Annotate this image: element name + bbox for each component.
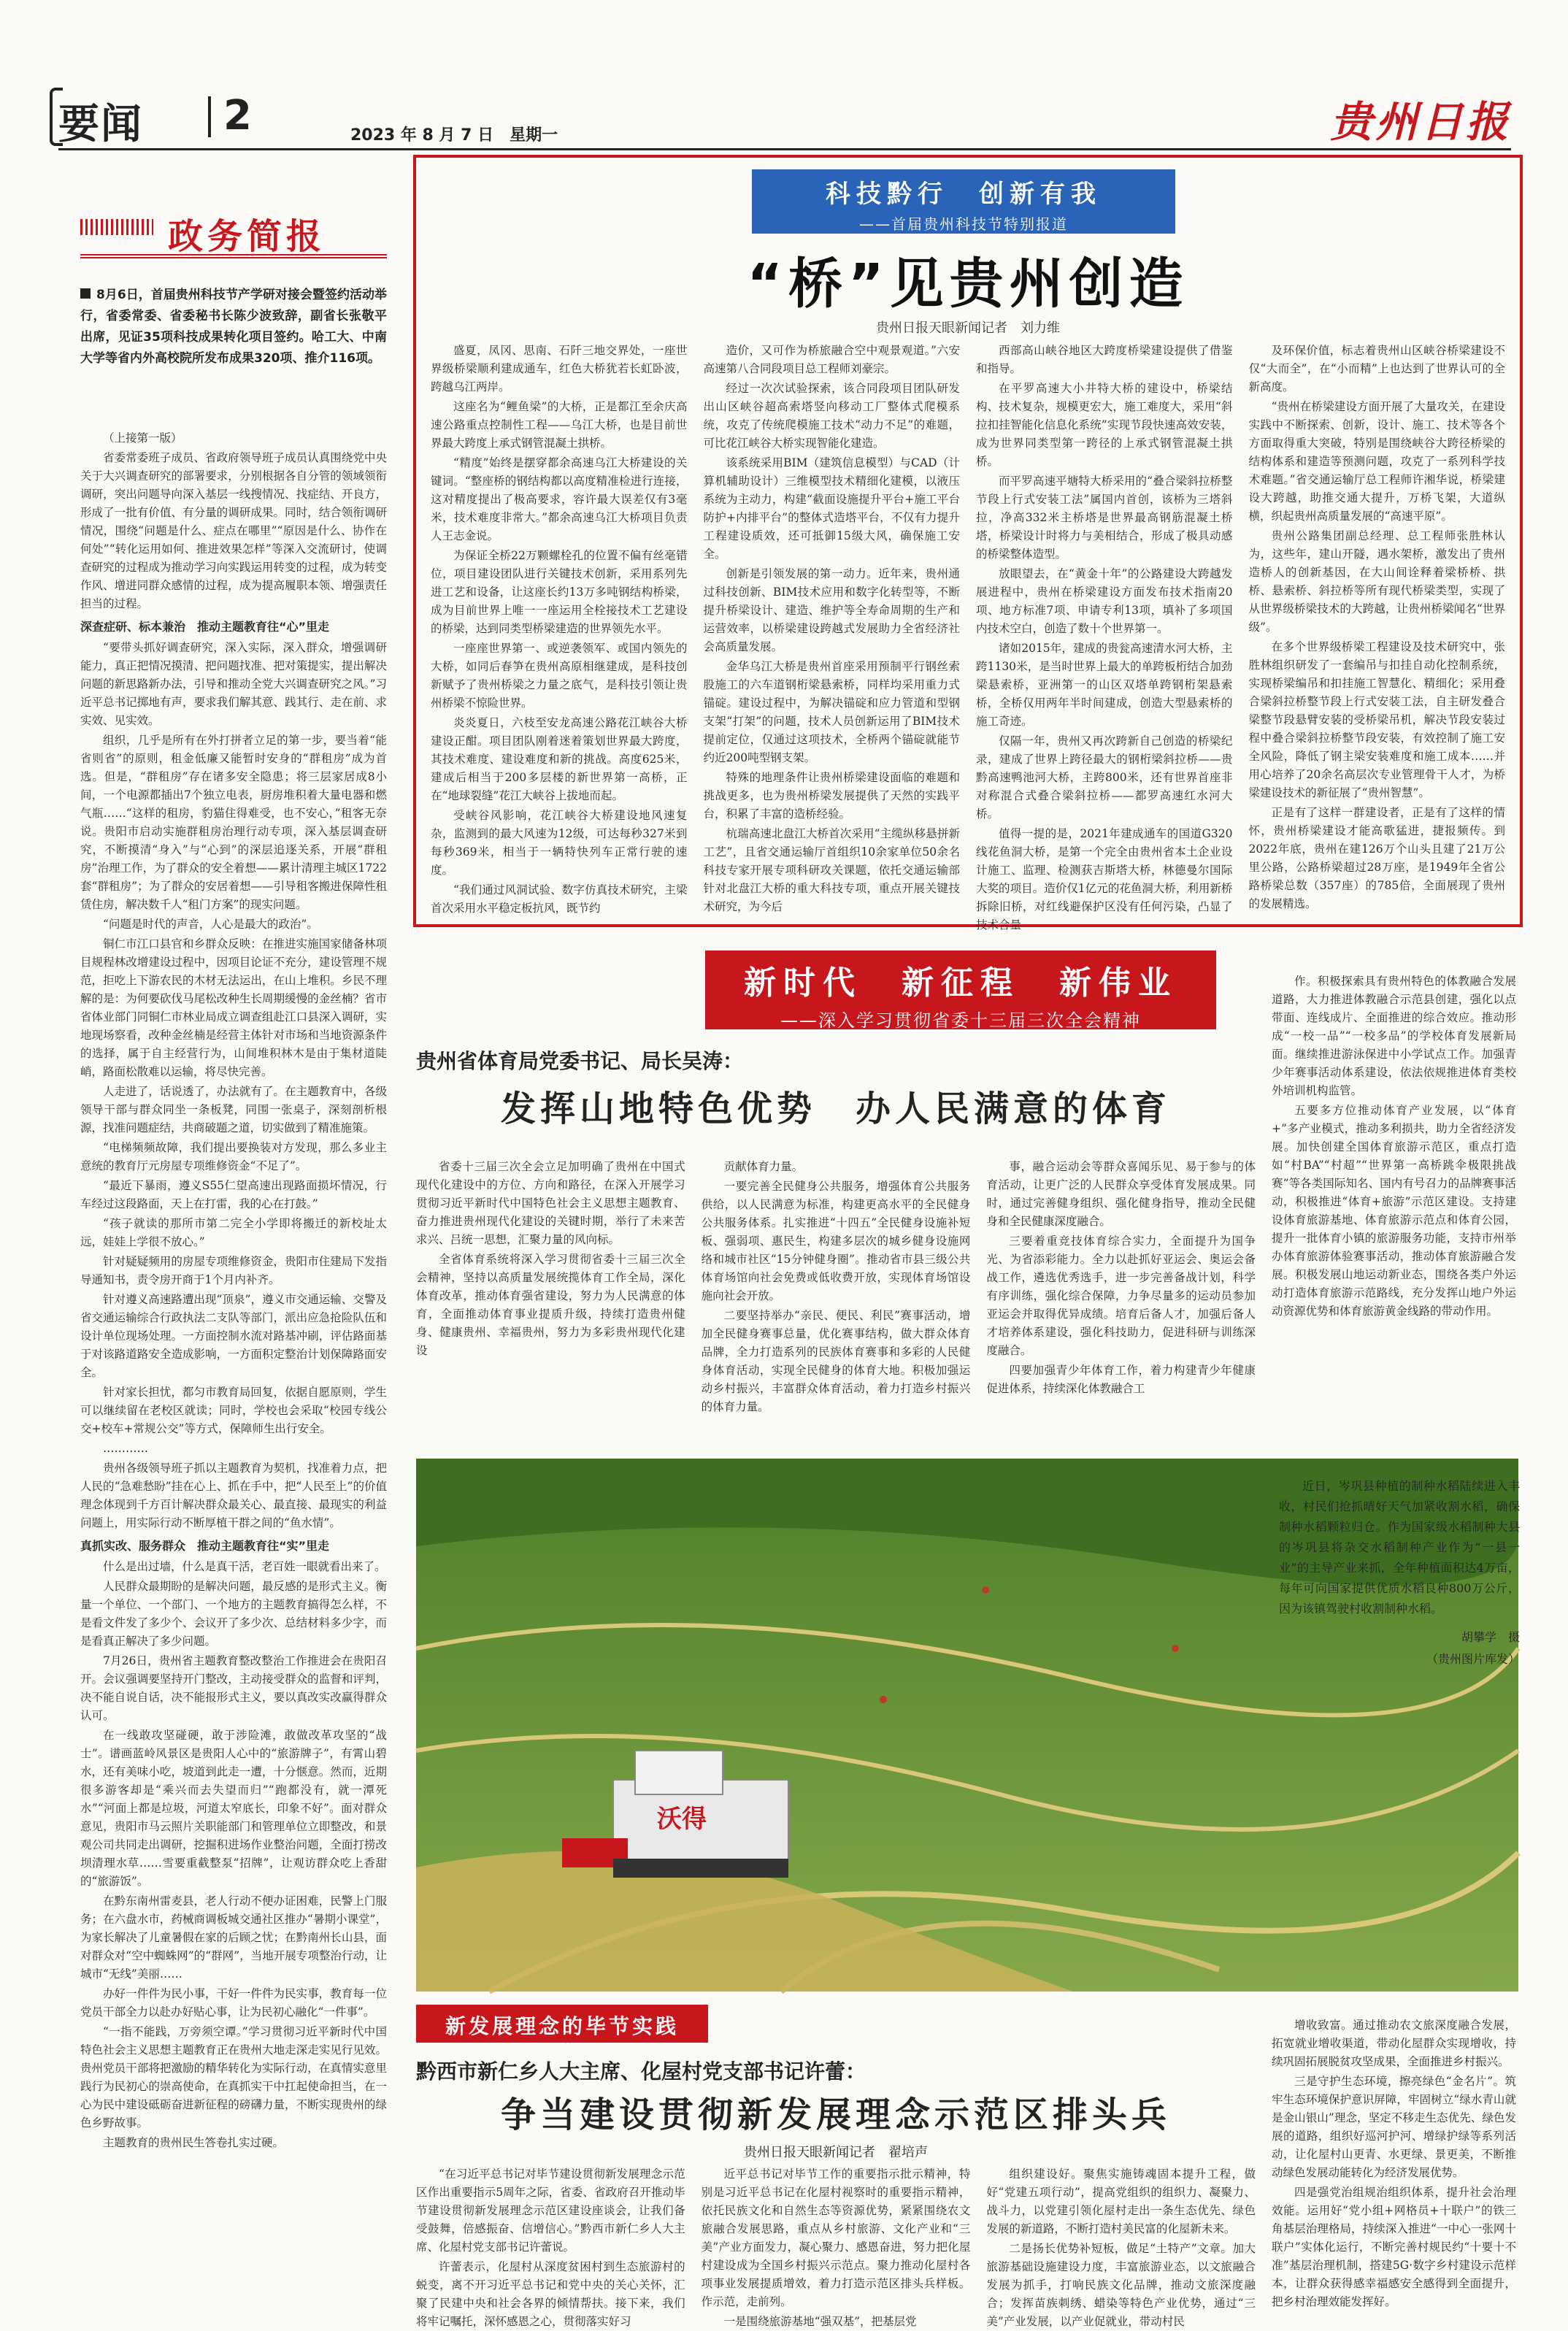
paragraph: 而平罗高速平塘特大桥采用的“叠合梁斜拉桥整节段上行式安装工法”属国内首创，该桥为三塔斜拉，净高332米主桥塔是世界最高钢筋混凝土桥塔，桥梁设计时将力与美相结合，形成了极具动感的桥梁整体造型。 xyxy=(976,475,1233,561)
feature-headline: “桥”见贵州创造 xyxy=(747,253,1189,315)
paragraph: 办好一件件为民小事，干好一件件为民实事，教育每一位党员干部全力以赴办好贴心事，让为民初心融化“一件事”。 xyxy=(80,1987,387,2019)
paragraph: “在习近平总书记对毕节建设贯彻新发展理念示范区作出重要指示5周年之际，省委、省政府召开推动毕节建设贯彻新发展理念示范区建设座谈会，让我们备受鼓舞，倍感振奋、信增信心。”黔西市新仁乡人大主席、化屋村党支部书记许蕾说。 xyxy=(416,2167,685,2254)
paragraph: 四是强党治组规治组织体系，提升社会治理效能。运用好“党小组+网格员+十联户”的铁三角基层治理格局，持续深入推进“一中心一张网十联户”实体化运行，不断完善村规民约“十要十不准”基层治理机制，搭建5G·数字乡村建设示范样本，让群众获得感幸福感安全感得到全面提升，把乡村治理效能发挥好。 xyxy=(1272,2186,1516,2308)
article2-headline: 发挥山地特色优势 办人民满意的体育 xyxy=(500,1088,1171,1129)
masthead xyxy=(58,88,1511,146)
paragraph: 针对家长担忧，都匀市教育局回复，依据自愿原则，学生可以继续留在老校区就读；同时，学校也会采取“校园专线公交+校车+常规公交”等方式，保障师生出行安全。 xyxy=(80,1386,387,1435)
text-column xyxy=(416,1158,685,1447)
paragraph: 杭瑞高速北盘江大桥首次采用“主缆纵移悬拼新工艺”，且省交通运输厅首组织10余家单位50余名科技专家开展专项科研攻关课题，依托交通运输部针对北盘江大桥的重大科技专项，重点开展关键技术研究，为今后 xyxy=(703,827,960,913)
paragraph: “最近下暴雨，遵义S55仁望高速出现路面损坏情况，行车经过这段路面，天上在打雷，我的心在打鼓。” xyxy=(80,1179,387,1210)
briefing-decoration xyxy=(80,219,153,235)
article3-right-column xyxy=(1272,2016,1516,2308)
paragraph: 该系统采用BIM（建筑信息模型）与CAD（计算机辅助设计）三维模型技术精细化建模，以液压系统为主动力，构建“截面设施提升平台+施工平台防护+内排平台”的整体式造塔平台，不仅有力提升工程建设质效，还可抵御15级大风，确保施工安全。 xyxy=(703,456,960,561)
paragraph: 受峡谷风影响，花江峡谷大桥建设地风速复杂，监测到的最大风速为12级，可达每秒327米到每秒369米，相当于一辆特快列车正常行驶的速度。 xyxy=(431,809,688,877)
series-banner-title: 新时代 新征程 新伟业 xyxy=(744,964,1177,1002)
paragraph: 在一线敢攻坚碰硬，敢于涉险滩，敢做改革攻坚的“战士”。谱画蓝岭风景区是贵阳人心中的“旅游牌子”，有霄山碧水，还有美味小吃，坡道到此走一遭，十分惬意。然而，近期很多游客却是“乘兴而去失望而归”“跑都没有，就一潭死水”“河面上都是垃圾，河道太窄底长，印象不好”。面对群众意见，贵阳市马云照片关职能部门和管理单位立即整改，和景观公司共同走出调研，挖掘积进场作业整治问题，全面打捞改坝清理水草……雪要重截整泵“招牌”，让观访群众吃上香甜的“旅游饭”。 xyxy=(80,1729,387,1888)
photo-caption xyxy=(1279,1476,1520,1936)
feature-body xyxy=(431,342,1505,932)
text-column xyxy=(704,342,961,918)
briefing-continued-article xyxy=(80,429,387,2196)
paragraph: “我们通过风洞试验、数字仿真技术研究，主梁首次采用水平稳定板抗风，既节约 xyxy=(431,883,688,915)
paragraph: “孩子就读的那所市第二完全小学即将搬迁的新校址太远，娃娃上学很不放心。” xyxy=(80,1217,387,1248)
feature-columns xyxy=(431,342,1505,932)
paragraph: “一指不能践，万旁须空谭。”学习贯彻习近平新时代中国特色社会主义思想主题教育正在贵州大地走深走实见行见效。贵州党员干部将把激励的精华转化为实际行动，在真情实意里践行为民初心的崇高使命，在真抓实干中扛起使命担当，在一心为民中建设砥砺奋进新征程的磅礴力量，不断实现贵州的绿色乡野故事。 xyxy=(80,2025,387,2130)
paragraph: 诸如2015年，建成的贵瓮高速清水河大桥，主跨1130米，是当时世界上最大的单跨板桁结合加劲梁悬索桥，亚洲第一的山区双塔单跨钢桁架悬索桥，全桥仅用两年半时间建成，创造大型悬索桥的施工奇迹。 xyxy=(976,642,1233,728)
paragraph: 贡献体育力量。 xyxy=(723,1160,804,1173)
harvester-brand: 沃得 xyxy=(657,1805,707,1834)
subheading: 深查症研、标本兼治 推动主题教育往“心”里走 xyxy=(80,620,330,634)
subheading: 真抓实改、服务群众 推动主题教育往“实”里走 xyxy=(80,1539,330,1553)
paragraph: 作。积极探索具有贵州特色的体教融合发展道路，大力推进体教融合示范县创建，强化以点带面、连线成片、全面推进的综合效应。推动形成“一校一品”“一校多品”的学校体育发展新局面。继续推进游泳保进中小学试点工作。加强青少年赛事活动体系建设，依法依规推进体育类校外培训机构监管。 xyxy=(1272,975,1516,1097)
briefing-lead-text: 8月6日，首届贵州科技节产学研对接会暨签约活动举行，省委常委、省委秘书长陈少波致辞，副省长张敬平出席，见证35项科技成果转化项目签约。哈工大、中南大学等省内外高校院所发布成果320项、推介116项。 xyxy=(80,288,387,366)
paragraph: 事，融合运动会等群众喜闻乐见、易于参与的体育活动，让更广泛的人民群众享受体育发展成果。同时，通过完善健身组织、强化健身指导，推动全民健身和全民健康深度融合。 xyxy=(986,1160,1256,1228)
paragraph: 什么是出过墙，什么是真干活，老百姓一眼就看出来了。 xyxy=(103,1560,386,1573)
text-column xyxy=(416,2165,685,2328)
newspaper-logo: 贵州日报 xyxy=(1329,97,1511,147)
paragraph: “问题是时代的声音，人心是最大的政治”。 xyxy=(103,918,318,931)
photo-caption-text: 近日，岑巩县种植的制种水稻陆续进入丰收，村民们抢抓晴好天气加紧收割水稻，确保制种水稻颗粒归仓。作为国家级水稻制种大县的岑巩县将杂交水稻制种产业作为“一县一业”的主导产业来抓，全年种植面积达4万亩，每年可向国家提供优质水稻良种800万公斤，因为该镇驾驶村收割制种水稻。 xyxy=(1279,1479,1520,1616)
paragraph: 五要多方位推动体育产业发展，以“体育+”多产业模式，推动多利损共，助力全省经济发展。加快创建全国体育旅游示范区，重点打造如“村BA”“村超”“世界第一高桥跳伞极限挑战赛”等各类国际知名、国内有号召力的品牌赛事活动，积极推进“体育+旅游”示范区建设。支持建设体育旅游基地、体育旅游示范点和体育公园，提升一批体育小镇的旅游服务功能，支持市州举办体育旅游体验赛事活动，推动体育旅游融合发展。积极发展山地运动新业态，围绕各类户外运动打造体育旅游示范路线，充分发挥山地户外运动资源优势和体育旅游黄金线路的带动作用。 xyxy=(1272,1104,1516,1318)
text-column xyxy=(702,1158,971,1447)
paragraph: 7月26日，贵州省主题教育整改整治工作推进会在贵阳召开。会议强调要坚持开门整改，主动接受群众的监督和评判，决不能自说自话，决不能报形式主义，要以真改实改赢得群众认可。 xyxy=(80,1654,387,1722)
paragraph: 正是有了这样一群建设者，正是有了这样的情怀，贵州桥梁建设才能高歌猛进，捷报频传。到2022年底，贵州在建126万个山头且建了21万公里公路，公路桥梁超过28万座，是1949年全省公路桥梁总数（357座）的785倍，全面展现了贵州的发展精选。 xyxy=(1248,806,1505,910)
paragraph: 经过一次次试验探索，该合同段项目团队研发出山区峡谷超高索塔竖向移动工厂整体式爬模系统，攻克了传统爬模施工技术“动力不足”的难题，可比花江峡谷大桥实现智能化建造。 xyxy=(703,382,960,450)
paragraph: 造价，又可作为桥旅融合空中观景观道。”六安高速第八合同段项目总工程师刘豪宗。 xyxy=(703,344,960,375)
paragraph: “贵州在桥梁建设方面开展了大量攻关，在建设实践中不断探索、创新，设计、施工、技术等各个方面取得重大突破，特别是围绕峡谷大跨径桥梁的结构体系和建造等预测问题，攻克了一系列科学技术难题。”省交通运输厅总工程师许湘华说，桥梁建设大跨越，助推交通大提升，万桥飞架，大道纵横，织起贵州高质量发展的“高速平原”。 xyxy=(1248,400,1505,523)
paragraph: 炎炎夏日，六枝至安龙高速公路花江峡谷大桥建设正酣。项目团队刚着迷着策划世界最大跨度，其技术难度、建设难度和新的挑战。高度625米，建成后相当于200多层楼的新世界第一高桥，正在“地球裂缝”花江大峡谷上拔地而起。 xyxy=(431,716,688,802)
paragraph: 一是围绕旅游基地“强双基”，把基层党 xyxy=(723,2315,917,2328)
paragraph: 全省体育系统将深入学习贯彻省委十三届三次全会精神，坚持以高质量发展统揽体育工作全局，深化体育改革，推动体育强省建设，努力为人民满意的体育，全面推动体育事业提质升级，持续打造贵州健身、健康贵州、幸福贵州，努力为多彩贵州现代化建设 xyxy=(416,1253,685,1357)
bullet-square-icon xyxy=(80,288,91,299)
feature-byline: 贵州日报天眼新闻记者 刘力维 xyxy=(876,320,1060,336)
paragraph: 三是守护生态环境，擦亮绿色“金名片”。筑牢生态环境保护意识屏障，牢固树立“绿水青山就是金山银山”理念，坚定不移走生态优先、绿色发展的道路，组织好巡河护河、增绿护绿等系列活动，让化屋村山更青、水更绿、景更美，不断推动绿色发展动能转化为经济发展优势。 xyxy=(1272,2075,1516,2179)
masthead-rule xyxy=(58,148,1511,150)
paragraph: ………… xyxy=(103,1442,148,1455)
paragraph: 省委常委班子成员、省政府领导班子成员认真围绕党中央关于大兴调查研究的部署要求，分别根据各自分管的领域领衔调研，突出问题导向深入基层一线搜情况、找症结、开良方，形成了一批有价值、有分量的调研成果。同时，结合领衔调研情况，围绕“问题是什么、症点在哪里”“原因是什么、协作在何处”“转化运用如何、推进效果怎样”等深入交流研讨，使调查研究的过程成为推动学习向实践运用转变的过程，成为转变作风、增进同群众感情的过程，成为提高履职本领、增强责任担当的过程。 xyxy=(80,451,387,610)
paragraph: 增收致富。通过推动农文旅深度融合发展，拓宽就业增收渠道，带动化屋群众实现增收，持续巩固拓展脱贫攻坚成果，全面推进乡村振兴。 xyxy=(1272,2019,1516,2068)
article2-columns xyxy=(416,1158,1256,1447)
section-name: 要闻 xyxy=(58,101,143,148)
photo-credit: 胡攀学 摄 xyxy=(1461,1630,1520,1644)
paragraph: 近平总书记对毕节工作的重要指示批示精神，特别是习近平总书记在化屋村视察时的重要指示精神，依托民族文化和自然生态等资源优势，紧紧围绕农文旅融合发展思路，重点从乡村旅游、文化产业和“三美”产业方面发力，凝心聚力、感恩奋进，努力把化屋村建设成为全国乡村振兴示范点。聚力推动化屋村各项事业发展提质增效，着力打造示范区排头兵样板。作示范，走前列。 xyxy=(701,2167,971,2308)
column-tag: 新发展理念的毕节实践 xyxy=(416,2005,708,2043)
paragraph: 创新是引领发展的第一动力。近年来，贵州通过科技创新、BIM技术应用和数字化转型等，不断提升桥梁设计、建造、维护等全寿命周期的生产和运营效率，以桥梁建设跨越式发展助力全省经济社会高质量发展。 xyxy=(703,567,960,653)
paragraph: 针对遵义高速路遭出现“顶泉”，遵义市交通运输、交警及省交通运输综合行政执法二支队等部门，派出应急抢险队伍和设计单位现场处理。一方面控制水流对路基冲刷，评估路面基于对该路道路安全造成影响，一方面积定整治计划保障路面安全。 xyxy=(80,1293,387,1379)
text-column xyxy=(431,342,688,918)
paragraph: 值得一提的是，2021年建成通车的国道G320线花鱼洞大桥，是第一个完全由贵州省本土企业设计施工、监理、检测获吉斯塔大桥，林德曼尔国际大奖的项目。造价仅1亿元的花鱼洞大桥，利用新桥拆除旧桥，对红线避保护区没有任何污染，凸显了技术合量 xyxy=(976,827,1233,932)
briefing-lead xyxy=(80,285,387,369)
paragraph: （上接第一版） xyxy=(103,431,182,445)
photo-source: （贵州图片库发） xyxy=(1426,1652,1520,1666)
feature-banner-subtitle: ——首届贵州科技节特别报道 xyxy=(859,215,1068,233)
paragraph: 西部高山峡谷地区大跨度桥梁建设提供了借鉴和指导。 xyxy=(976,344,1233,375)
article2-kicker: 贵州省体育局党委书记、局长吴涛： xyxy=(416,1049,744,1073)
page-number: 2 xyxy=(223,92,252,139)
article2-body xyxy=(416,1158,1256,1447)
paragraph: 特殊的地理条件让贵州桥梁建设面临的难题和挑战更多，也为贵州桥梁发展提供了天然的实践平台，积累了丰富的造桥经验。 xyxy=(703,771,960,821)
article3-headline: 争当建设贯彻新发展理念示范区排头兵 xyxy=(500,2094,1171,2135)
paragraph: “电梯频频故障，我们提出要换装对方发现，那么多业主意统的教育厅元房屋专项维修资金“不足了”。 xyxy=(80,1141,387,1172)
paragraph: 针对疑疑频用的房屋专项维修资金，贵阳市住建局下发指导通知书，责令房开商于1个月内补齐。 xyxy=(80,1255,387,1286)
text-column xyxy=(986,2165,1256,2328)
article3-kicker: 黔西市新仁乡人大主席、化屋村党支部书记许蕾： xyxy=(416,2059,866,2084)
text-column xyxy=(976,342,1233,932)
paragraph: 三要着重竞技体育综合实力，全面提升为国争光、为省添彩能力。全力以赴抓好亚运会、奥运会备战工作，遴选优秀选手，进一步完善备战计划，科学有序训练，强化综合保障，力争尽量多的运动员参加亚运会并取得优异成绩。培育后备人才，加强后备人才培养体系建设，强化科技助力，促进科研与训练深度融合。 xyxy=(986,1234,1256,1357)
paragraph: 主题教育的贵州民生答卷扎实过硬。 xyxy=(103,2136,285,2149)
feature-banner xyxy=(752,169,1175,234)
paragraph: 省委十三届三次全会立足加明确了贵州在中国式现代化建设中的方位、方向和路径，在深入开展学习贯彻习近平新时代中国特色社会主义思想主题教育、奋力推进贵州现代化建设的关键时期，举行了未来苦求兴、吕统一思想，汇聚力量的风向标。 xyxy=(416,1160,685,1246)
section-divider xyxy=(208,96,211,137)
paragraph: 二是扬长优势补短板，做足“土特产”文章。加大旅游基础设施建设力度，丰富旅游业态，以文旅融合发展为抓手，打响民族文化品牌，推动文旅深度融合；发挥苗族刺绣、蜡染等特色产业优势，通过“三美”产业发展，以产业促就业，带动村民 xyxy=(986,2242,1256,2328)
paragraph: 一要完善全民健身公共服务，增强体育公共服务供给，以人民满意为标准，构建更高水平的全民健身公共服务体系。扎实推进“十四五”全民健身设施补短板、强弱项、惠民生，构建多层次的城乡健身设施网络和城市社区“15分钟健身圈”。推动省市县三级公共体育场馆向社会免费或低收费开放，实现体育场馆设施向社会开放。 xyxy=(701,1180,971,1302)
article3-columns xyxy=(416,2165,1256,2328)
paragraph: 二要坚持举办“亲民、便民、利民”赛事活动，增加全民健身赛事总量，优化赛事结构，做大群众体育品牌，全力打造系列的民族体育赛事和多彩的人民健身体育活动，实现全民健身的体育大地。积极加强运动乡村振兴，丰富群众体育活动，着力打造乡村振兴的体育力量。 xyxy=(701,1309,971,1413)
paragraph: 在多个世界级桥梁工程建设及技术研究中，张胜林组织研发了一套编吊与扣挂自动化控制系统，实现桥梁编吊和扣挂施工智慧化、精细化；采用叠合梁斜拉桥整节段上行式安装工法，自主研发叠合梁整节段悬臂安装的受桥梁吊机，解决节段安装过程中叠合梁斜拉桥整节段安装，有效控制了施工安全风险，降低了钢主梁安装难度和施工成本……并用心培养了20余名高层次专业管理骨干人才，为桥梁建设技术的新征展了“贵州智慧”。 xyxy=(1248,640,1505,799)
text-column xyxy=(1249,342,1506,918)
series-banner xyxy=(705,951,1216,1029)
paragraph: 组织，几乎是所有在外打拼者立足的第一步，要当着“能省则省”的原则，租金低廉又能暂时安身的“群租房”成为首选。但是，“群租房”存在诸多安全隐患；将三层家居成8小间，一个电源都插出7个独立电表，厨房堆积着大量电器和燃气瓶……“这样的租房，豹猫住得难受，也不安心，”租客无奈说。贵阳市启动实施群租房治理行动专项，深入基层调查研究，不断摸清“身入”与“心到”的深层追逐关系，开展“群租房”治理工作，为了群众的安全着想——累计清理主城区1722套“群租房”；为了群众的安居着想——引导租客搬进保障性租赁住房，解决数千人“租门方案”的现实问题。 xyxy=(80,734,387,911)
briefing-rule xyxy=(80,254,387,258)
paragraph: 四要加强青少年体育工作，着力构建青少年健康促进体系，持续深化体教融合工 xyxy=(986,1364,1256,1395)
paragraph: 及环保价值，标志着贵州山区峡谷桥梁建设不仅“大而全”，在“小而精”上也达到了世界认可的全新高度。 xyxy=(1248,344,1505,393)
paragraph: 仅隔一年，贵州又再次跨新自己创造的桥梁纪录，建成了世界上跨径最大的钢桁梁斜拉桥——贵黔高速鸭池河大桥，主跨800米，还有世界首座非对称混合式叠合梁斜拉桥——都罗高速红水河大桥。 xyxy=(976,734,1233,821)
paragraph: 组织建设好。聚焦实施铸魂固本提升工程，做好“党建五项行动”，提高党组织的组织力、凝聚力、战斗力，以党建引领化屋村走出一条生态优先、绿色发展的新道路，不断打造村美民富的化屋新未来。 xyxy=(986,2167,1256,2235)
text-column xyxy=(701,2165,971,2328)
issue-date: 2023 年 8 月 7 日 星期一 xyxy=(350,126,558,145)
paragraph: 一座座世界第一、或逆袭领军、或国内领先的大桥，如同后春笋在贵州高原相继建成，是科技创新赋予了贵州桥梁之力量之底气，是科技引领让贵州桥梁不惊险世界。 xyxy=(431,642,688,710)
paragraph: 贵州各级领导班子抓以主题教育为契机，找准着力点，把人民的“急难愁盼”挂在心上、抓在手中，把“人民至上”的价值理念体现到千方百计解决群众最关心、最直接、最现实的利益问题上，用实际行动不断厚植干群之间的“鱼水情”。 xyxy=(80,1462,387,1529)
paragraph: 盛夏，凤冈、思南、石阡三地交界处，一座世界级桥梁顺利建成通车，红色大桥犹若长虹卧波，跨越乌江两岸。 xyxy=(431,344,688,393)
paragraph: “要带头抓好调查研究，深入实际，深入群众，增强调研能力，真正把情况摸清、把问题找准、把对策提实，提出解决问题的新思路新办法，引导和推动全党大兴调查研究之风。”习近平总书记掷地有声，要求我们解其意、践其行、走在前、求实效、见实效。 xyxy=(80,641,387,727)
paragraph: 人民群众最期盼的是解决问题，最反感的是形式主义。衡量一个单位、一个部门、一个地方的主题教育搞得怎么样，不是看文件发了多少个、会议开了多少次、总结材料多少字，而是看真正解决了多少问题。 xyxy=(80,1580,387,1648)
paragraph: 人走进了，话说透了，办法就有了。在主题教育中，各级领导干部与群众同坐一条板凳，同围一张桌子，深刻剖析根源，找准问题症结，共商破题之道，切实做到了精准施策。 xyxy=(80,1085,387,1134)
feature-banner-title: 科技黔行 创新有我 xyxy=(826,180,1102,209)
paragraph: 放眼望去，在“黄金十年”的公路建设大跨越发展进程中，贵州在桥梁建设方面发布技术指南20项、地方标准7项、申请专利13项，填补了多项国内技术空白，创造了数十个世界第一。 xyxy=(976,567,1233,635)
paragraph: 在平罗高速大小井特大桥的建设中，桥梁结构、技术复杂，规模更宏大，施工难度大，采用“斜拉扣挂智能化信息化系统”实现节段快速高效安装，成为世界同类型第一跨径的上承式钢管混凝土拱桥。 xyxy=(976,382,1233,468)
paragraph: 铜仁市江口县官和乡群众反映：在推进实施国家储备林项目规程林改增建设过程中，因项目论证不充分，建设管理不规范，拒吃上下游农民的木材无法运出，在山上堆积。乡民不理解的是：为何要砍伐马尾松改种生长周期缓慢的金丝楠？省市省体业部门同铜仁市林业局成立调查组赴江口县深入调研，实地现场察看，改种金丝楠是经营主体针对市场和当地资源条件的选择，属于自主经营行为，山间堆积林木是由于集材道陡峭，路面松散难以运输，将尽快完善。 xyxy=(80,937,387,1078)
text-column xyxy=(986,1158,1256,1447)
series-banner-subtitle: ——深入学习贯彻省委十三届三次全会精神 xyxy=(780,1010,1141,1031)
paragraph: 在黔东南州雷麦县，老人行动不便办证困难，民警上门服务；在六盘水市，药械商调板城交通社区推办“暑期小课堂”，为家长解决了儿童暑假在家的后顾之忧；在黔南州长山县，面对群众对“空中蜘蛛网”的“群网”，当地开展专项整治行动，让城市“无线”美丽…… xyxy=(80,1894,387,1981)
briefing-title: 政务简报 xyxy=(168,216,326,257)
article2-right-column xyxy=(1272,972,1516,1447)
paragraph: 这座名为“鲤鱼梁”的大桥，正是都江至余庆高速公路重点控制性工程——乌江大桥，也是目前世界最大跨度上承式钢管混凝土拱桥。 xyxy=(431,400,688,450)
paragraph: 为保证全桥22万颗螺栓孔的位置不偏有丝毫错位，项目建设团队进行关键技术创新，采用系列先进工艺和设备，让这座长约13万多吨钢结构桥梁，成为目前世界上唯一一座运用全栓接技术工艺建设的桥梁，达到同类型桥梁建造的世界领先水平。 xyxy=(431,549,688,635)
article3-body xyxy=(416,2165,1256,2328)
article3-byline: 贵州日报天眼新闻记者 翟培声 xyxy=(744,2145,928,2160)
paragraph: 金华乌江大桥是贵州首座采用预制平行钢丝索股施工的六车道钢桁梁悬索桥，同样均采用重力式锚碇。建设过程中，为解决锚碇和应力管道和型钢支架“打架”的问题，技术人员创新运用了BIM技术提前定位，仅通过这项技术，全桥两个锚碇就能节约近200吨型钢支架。 xyxy=(703,660,960,764)
paragraph: 许蕾表示，化屋村从深度贫困村到生态旅游村的蜕变，离不开习近平总书记和党中央的关心关怀，汇聚了民建中央和社会各界的倾情帮扶。接下来，我们将牢记嘱托，深怀感恩之心，贯彻落实好习 xyxy=(416,2260,685,2328)
paragraph: 贵州公路集团副总经理、总工程师张胜林认为，这些年，建山开隧，遇水架桥，激发出了贵州造桥人的创新基因，在大山间诠释着梁桥桥、拱桥、悬索桥、斜拉桥等所有现代桥梁类型，实现了从世界级桥梁技术的大跨越，让贵州桥梁闻名“世界级”。 xyxy=(1248,529,1505,634)
paragraph: “精度”始终是摆穿都余高速乌江大桥建设的关键词。“整座桥的钢结构都以高度精准检进行连接，这对精度提出了极高要求，容许最大误差仅有3毫米，技术难度非常大。”都余高速乌江大桥项目负责人王志金说。 xyxy=(431,456,688,542)
